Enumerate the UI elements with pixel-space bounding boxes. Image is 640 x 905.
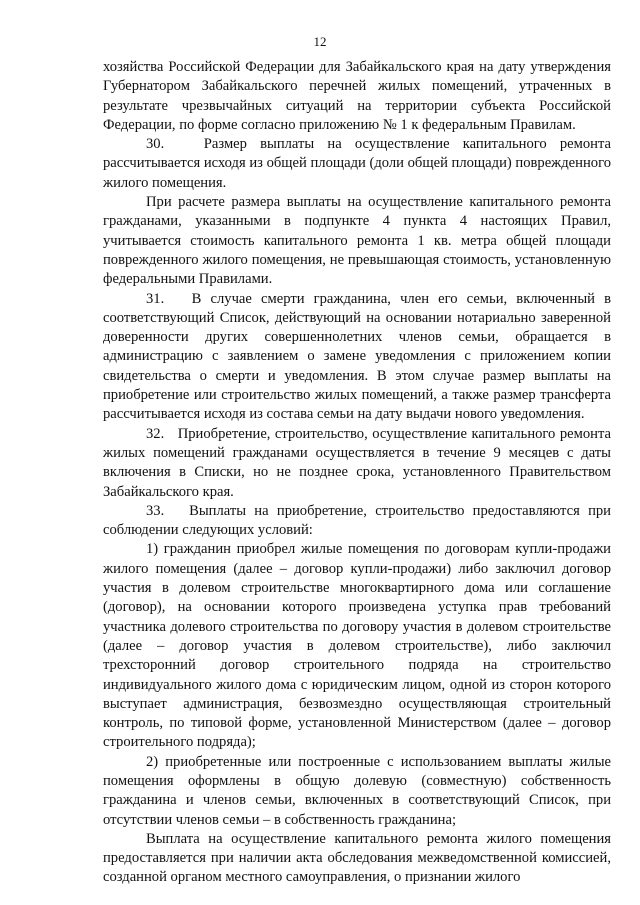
paragraph-condition-1: 1) гражданин приобрел жилые помещения по договорам купли-продажи жилого помещения (далее – договор купли-продажи) либо заключил договор участия в долевом строительстве многоквартирного дома или соглашение (договор), на основании которого произведена уступка прав требований участника долевого строительства по договору участия в долевом строительстве (далее – договор участия в долевом строительстве), либо заключил трехсторонний договор строительного подряда на строительство индивидуального жилого дома с юридическим лицом, одной из сторон которого выступает администрация, безвозмездно осуществляющая строительный контроль, по типовой форме, установленной Министерством (далее – договор строительного подряда); [103, 541, 611, 751]
page-number: 12 [313, 34, 327, 49]
paragraph-continuation: хозяйства Российской Федерации для Забайкальского края на дату утверждения Губернатором Забайкальского перечней жилых помещений, утраченных в результате чрезвычайных ситуаций на территории субъекта Российской Федерации, по форме согласно приложению № 1 к федеральным Правилам. [103, 59, 611, 133]
paragraph-repair-payment: Выплата на осуществление капитального ремонта жилого помещения предоставляется при наличии акта обследования межведомственной комиссией, созданной органом местного самоуправления, о признании жилого [103, 830, 611, 886]
paragraph-clause-30: 30. Размер выплаты на осуществление капитального ремонта рассчитывается исходя из общей площади (доли общей площади) поврежденного жилого помещения. [103, 136, 611, 191]
document-body [103, 58, 611, 888]
paragraph-condition-2: 2) приобретенные или построенные с использованием выплаты жилые помещения оформлены в общую долевую (совместную) собственность гражданина и членов семьи, включенных в соответствующий Список, при отсутствии членов семьи – в собственность гражданина; [103, 753, 611, 828]
paragraph-clause-32: 32. Приобретение, строительство, осуществление капитального ремонта жилых помещений гражданами осуществляется в течение 9 месяцев с даты включения в Списки, но не позднее срока, установленного Правительством Забайкальского края. [103, 425, 611, 500]
paragraph-repair-calculation: При расчете размера выплаты на осуществление капитального ремонта гражданами, указанными в подпункте 4 пункта 4 настоящих Правил, учитывается стоимость капитального ремонта 1 кв. метра общей площади поврежденного жилого помещения, не превышающая стоимость, установленную федеральными Правилами. [103, 194, 611, 288]
paragraph-clause-33: 33. Выплаты на приобретение, строительство предоставляются при соблюдении следующих условий: [103, 502, 611, 539]
paragraph-clause-31: 31. В случае смерти гражданина, член его семьи, включенный в соответствующий Список, действующий на основании нотариально заверенной доверенности других совершеннолетних членов семьи, обращается в администрацию с заявлением о замене уведомления с приложением копии свидетельства о смерти и уведомления. В этом случае размер выплаты на приобретение или строительство жилых помещений, а также размер трансферта рассчитывается исходя из состава семьи на дату выдачи нового уведомления. [103, 290, 611, 423]
